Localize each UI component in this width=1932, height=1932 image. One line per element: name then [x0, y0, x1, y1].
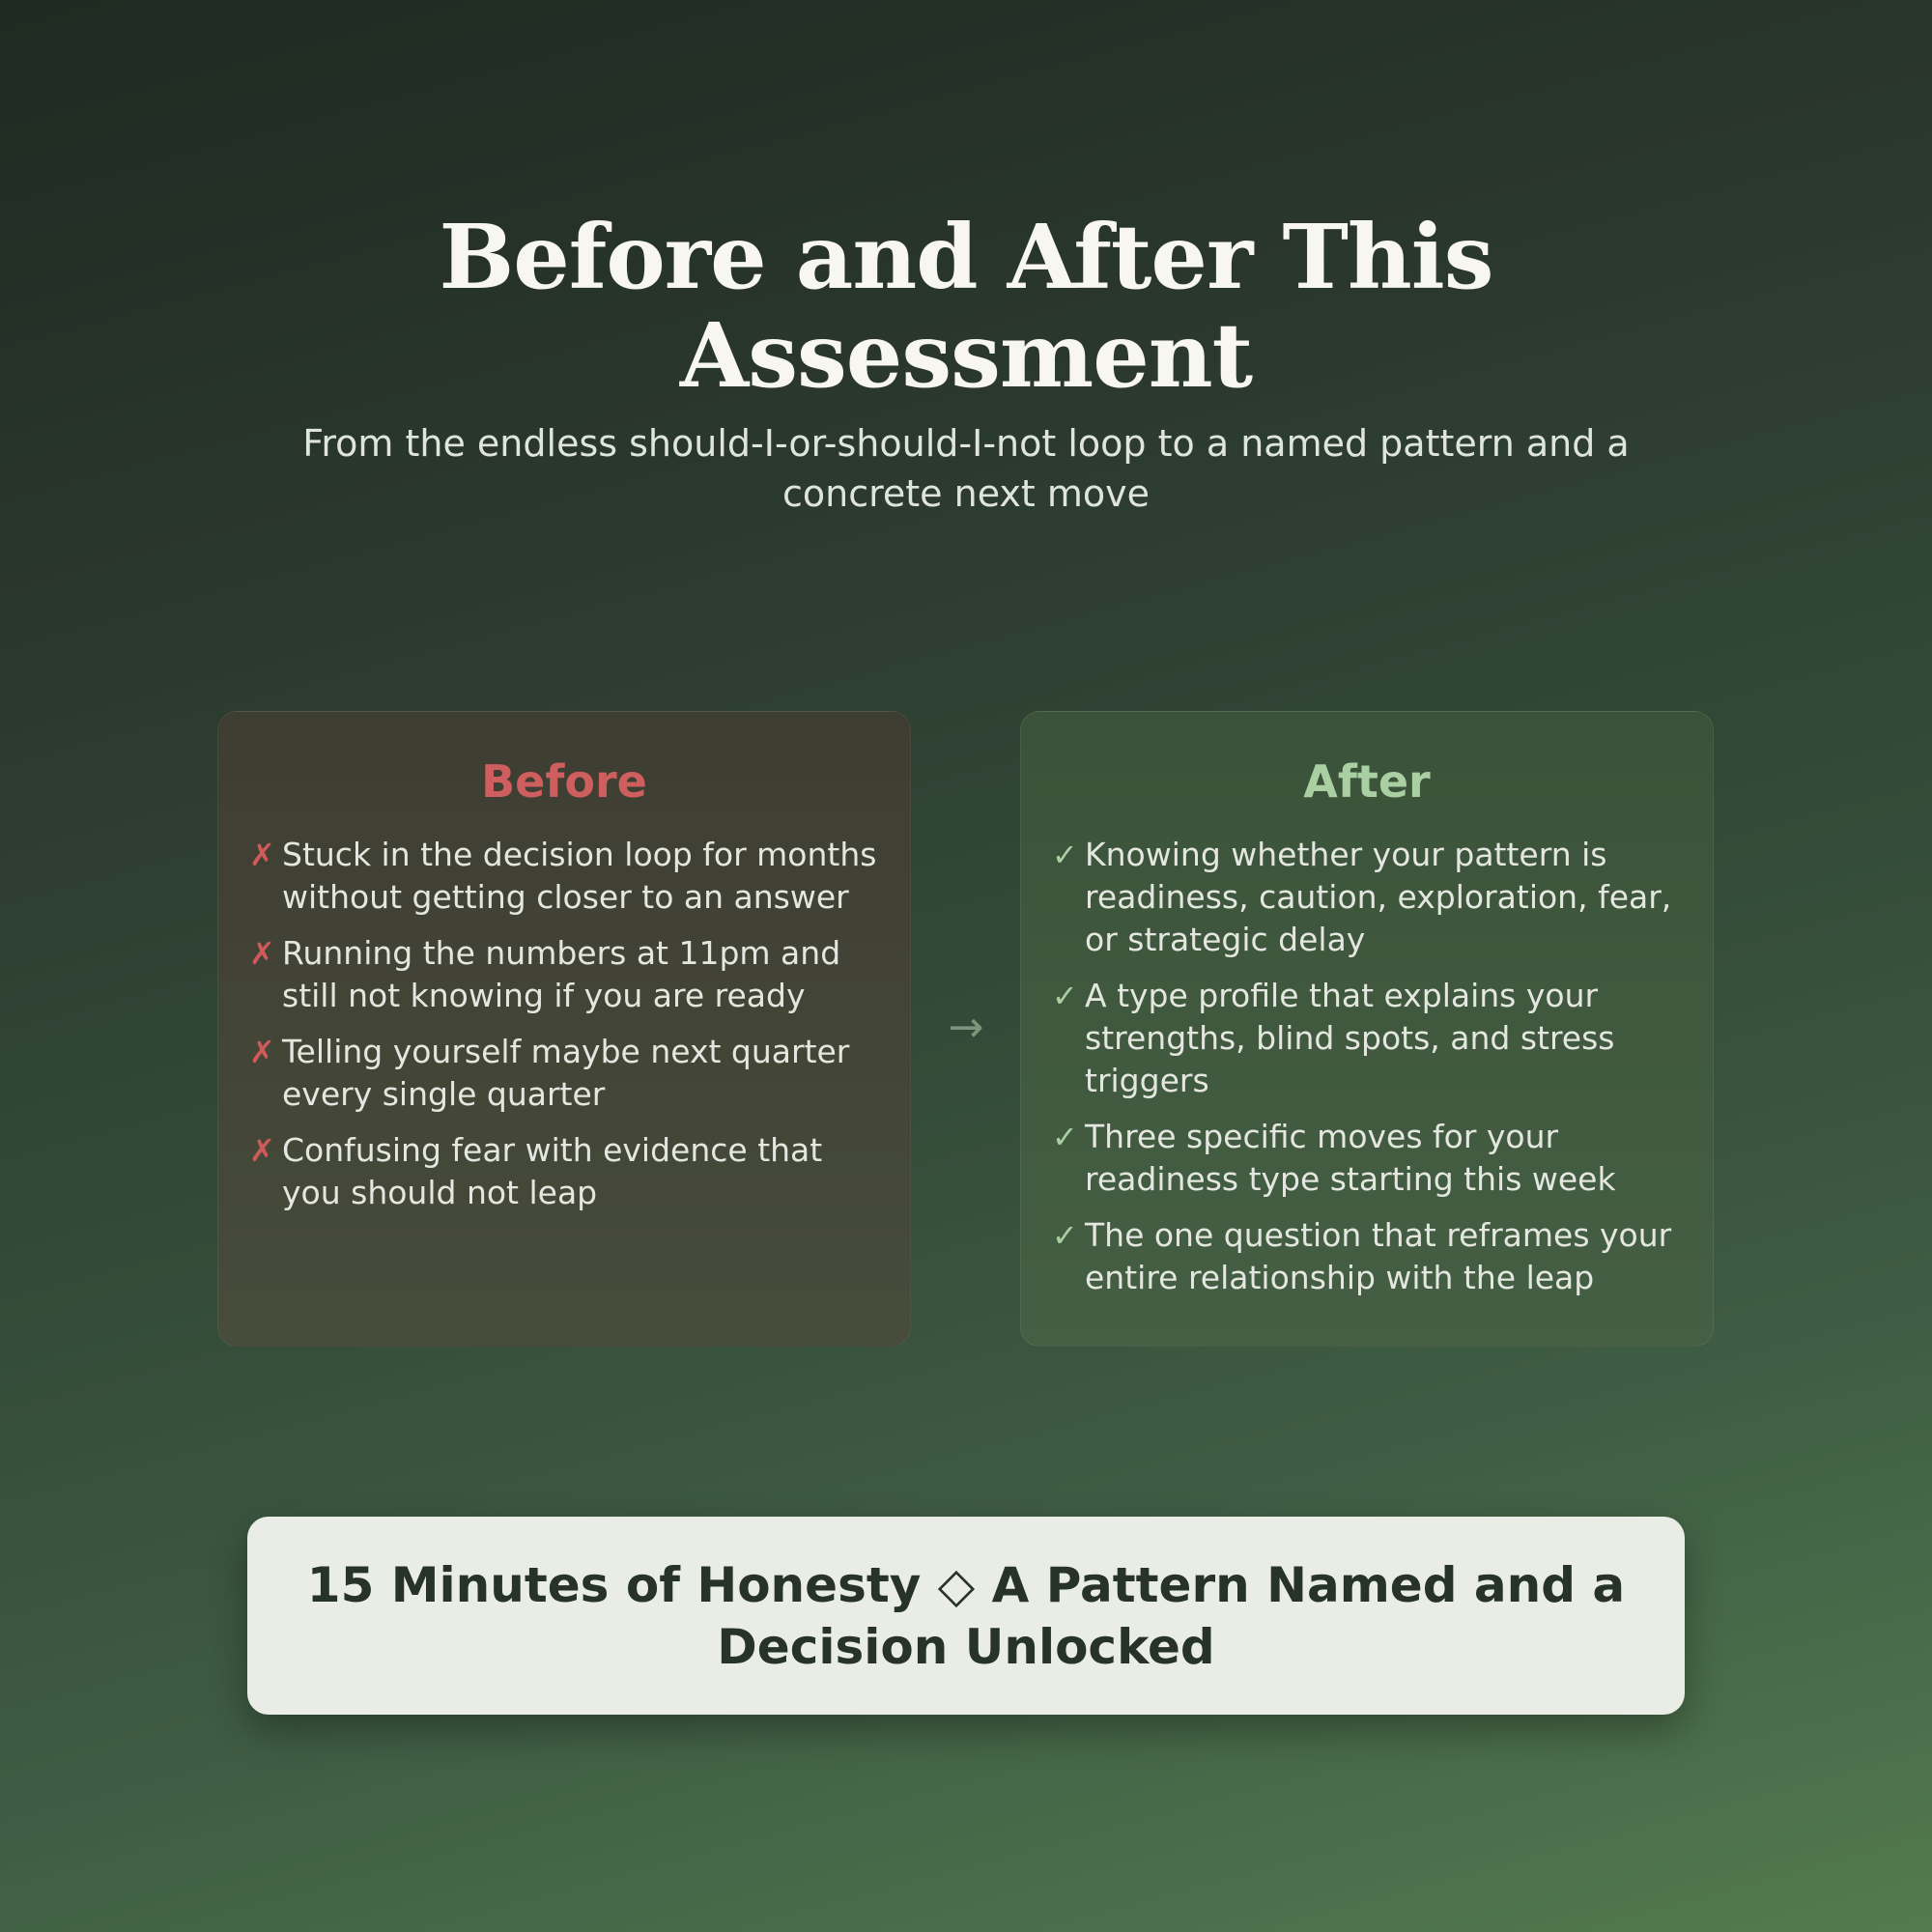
after-heading: After: [1303, 755, 1431, 808]
page-subtitle: From the endless should-I-or-should-I-not loop to a named pattern and a concrete next move: [302, 422, 1630, 515]
after-list-item: [1052, 975, 1682, 1102]
after-list-item: [1052, 834, 1682, 961]
banner-text: 15 Minutes of Honesty ◇ A Pattern Named and a Decision Unlocked: [306, 1556, 1626, 1675]
after-item-text: Knowing whether your pattern is readiness, caution, exploration, fear, or strategic delay: [1085, 836, 1672, 958]
before-item-text: Telling yourself maybe next quarter every single quarter: [282, 1033, 850, 1113]
before-item-text: Running the numbers at 11pm and still not knowing if you are ready: [282, 934, 841, 1014]
before-item-text: Confusing fear with evidence that you should not leap: [282, 1131, 823, 1211]
after-card: [1020, 711, 1714, 1347]
after-list-item: [1052, 1214, 1682, 1299]
page-title: Before and After This Assessment: [439, 205, 1493, 408]
before-list-item: [249, 1031, 879, 1116]
after-item-text: Three specific moves for your readiness type starting this week: [1085, 1118, 1616, 1198]
summary-banner: [247, 1517, 1685, 1715]
check-icon: ✓: [1052, 1217, 1078, 1254]
cross-icon: ✗: [249, 837, 275, 873]
after-list-item: [1052, 1116, 1682, 1201]
header: [0, 205, 1932, 519]
after-item-text: A type profile that explains your strengths, blind spots, and stress triggers: [1085, 977, 1615, 1099]
check-icon: ✓: [1052, 837, 1078, 873]
before-list-item: [249, 834, 879, 919]
before-card: [217, 711, 911, 1347]
cross-icon: ✗: [249, 1132, 275, 1169]
after-item-text: The one question that reframes your entire relationship with the leap: [1085, 1216, 1672, 1296]
cross-icon: ✗: [249, 1034, 275, 1070]
before-item-text: Stuck in the decision loop for months without getting closer to an answer: [282, 836, 877, 916]
check-icon: ✓: [1052, 978, 1078, 1014]
arrow-right-icon: →: [948, 1003, 984, 1052]
cross-icon: ✗: [249, 935, 275, 972]
before-list-item: [249, 1129, 879, 1214]
before-heading: Before: [481, 755, 647, 808]
check-icon: ✓: [1052, 1119, 1078, 1155]
before-list-item: [249, 932, 879, 1017]
